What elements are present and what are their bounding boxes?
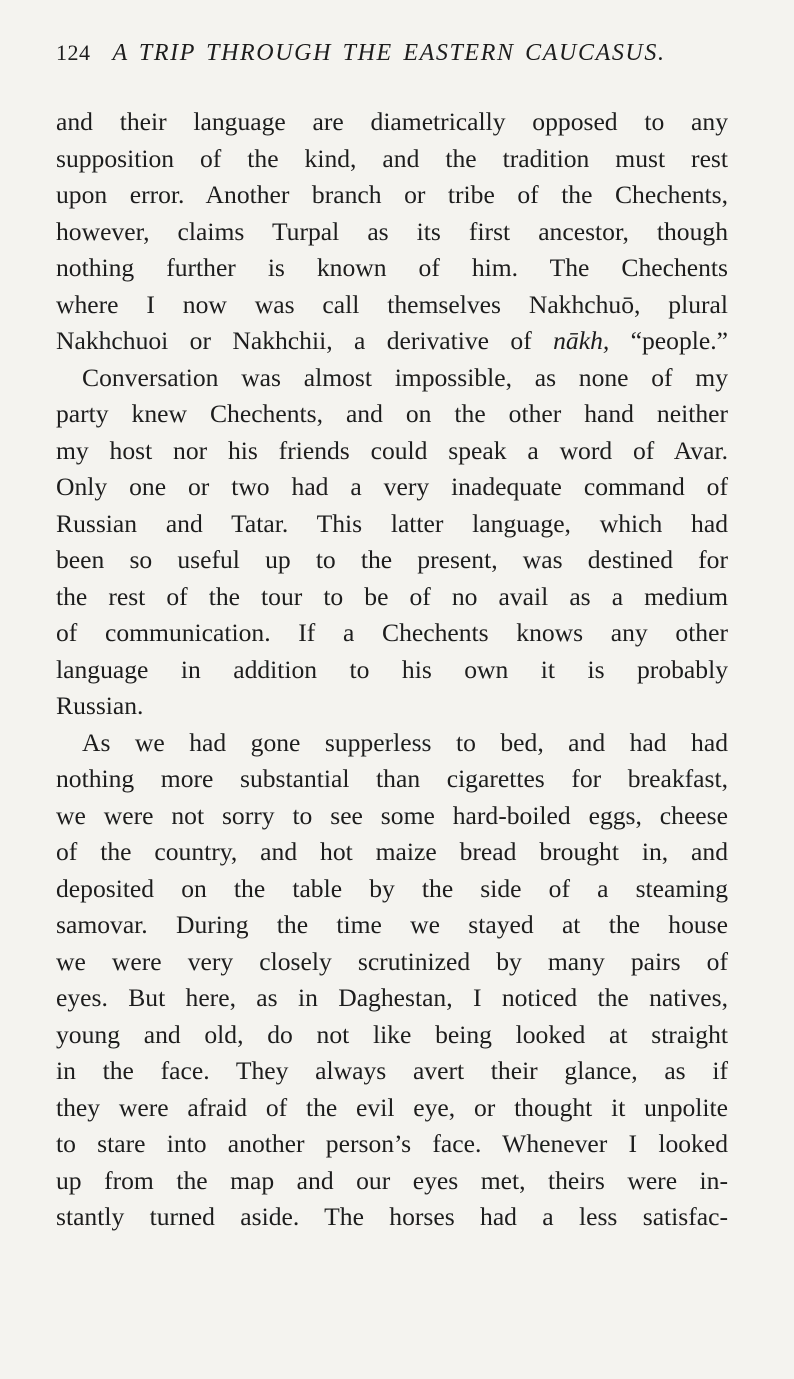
text-line: upon error. Another branch or tribe of the Chechents,	[56, 180, 728, 209]
text-line: of the country, and hot maize bread brought in, and	[56, 837, 728, 866]
paragraph-3	[56, 725, 728, 1236]
text-line: samovar. During the time we stayed at the house	[56, 910, 728, 939]
text-line: deposited on the table by the side of a steaming	[56, 873, 728, 903]
text-line: however, claims Turpal as its first ancestor, though	[56, 216, 728, 246]
paragraph-1	[56, 104, 728, 360]
text-line: in the face. They always avert their glance, as if	[56, 1056, 728, 1085]
italic-word: nākh,	[553, 326, 610, 355]
text-line-mixed	[56, 323, 728, 360]
text-line: we were not sorry to see some hard-boiled eggs, cheese	[56, 800, 728, 830]
book-page	[56, 40, 728, 1236]
text-line: the rest of the tour to be of no avail as a medium	[56, 581, 728, 611]
text-line: up from the map and our eyes met, theirs were in-	[56, 1165, 728, 1195]
text-line: Russian and Tatar. This latter language, which had	[56, 508, 728, 538]
running-head	[56, 40, 728, 84]
text-line: As we had gone supperless to bed, and had had	[82, 727, 728, 757]
text-line: my host nor his friends could speak a word of Avar.	[56, 435, 728, 465]
text-line: nothing more substantial than cigarettes for breakfast,	[56, 764, 728, 793]
text-segment: “people.”	[609, 326, 728, 355]
text-line: we were very closely scrutinized by many pairs of	[56, 946, 728, 976]
text-line: of communication. If a Chechents knows any other	[56, 618, 728, 647]
text-line: party knew Chechents, and on the other hand neither	[56, 399, 728, 428]
text-line: they were afraid of the evil eye, or thought it unpolite	[56, 1092, 728, 1122]
text-line: Conversation was almost impossible, as none of my	[82, 362, 728, 392]
body-text	[56, 104, 728, 1236]
text-line: stantly turned aside. The horses had a less satisfac-	[56, 1202, 728, 1231]
text-line: eyes. But here, as in Daghestan, I noticed the natives,	[56, 983, 728, 1012]
running-title: A TRIP THROUGH THE EASTERN CAUCASUS.	[112, 40, 666, 66]
text-line: where I now was call themselves Nakhchuō, plural	[56, 289, 728, 319]
page-number: 124	[56, 40, 91, 65]
text-line: been so useful up to the present, was destined for	[56, 545, 728, 574]
text-line: young and old, do not like being looked at straight	[56, 1019, 728, 1049]
text-line: to stare into another person’s face. Whenever I looked	[56, 1129, 728, 1158]
text-line: and their language are diametrically opposed to any	[56, 107, 728, 136]
text-line: Russian.	[56, 691, 144, 720]
text-segment: Nakhchuoi or Nakhchii, a derivative of	[56, 326, 554, 355]
text-line: Only one or two had a very inadequate command of	[56, 472, 728, 501]
text-line: language in addition to his own it is probably	[56, 654, 728, 684]
paragraph-2	[56, 360, 728, 725]
text-line: nothing further is known of him. The Chechents	[56, 253, 728, 282]
text-line: supposition of the kind, and the tradition must rest	[56, 143, 728, 173]
